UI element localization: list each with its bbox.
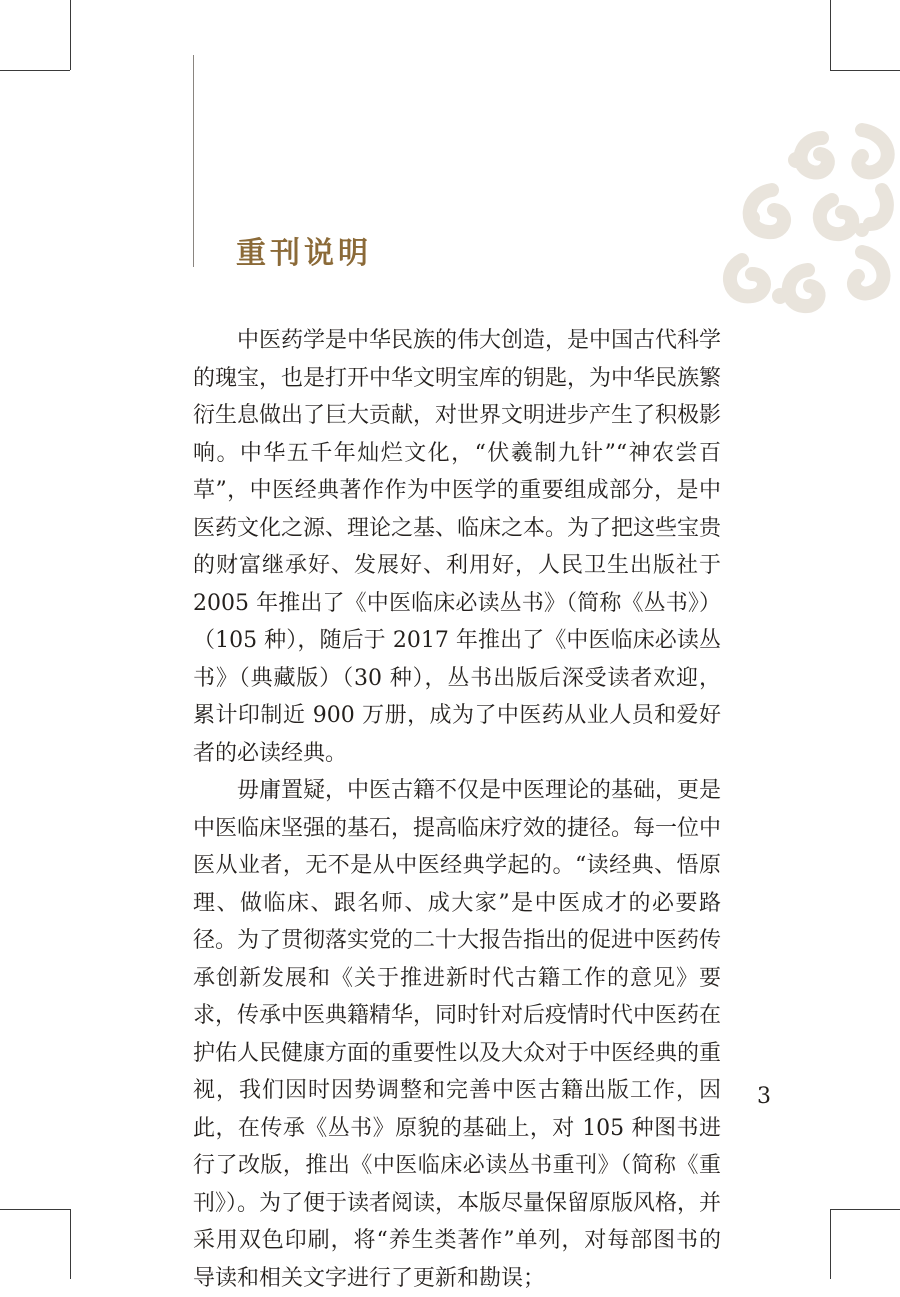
crop-mark-br-vertical [830,1209,831,1279]
page-title: 重刊说明 [236,236,372,271]
crop-mark-tr-horizontal [830,70,900,71]
paragraph-2: 毋庸置疑，中医古籍不仅是中医理论的基础，更是中医临床坚强的基石，提高临床疗效的捷径。每一位中医从业者，无不是从中医经典学起的。“读经典、悟原理、做临床、跟名师、成大家”是中医成才的必要路径。为了贯彻落实党的二十大报告指出的促进中医药传承创新发展和《关于推进新时代古籍工作的意见》要求，传承中医典籍精华，同时针对后疫情时代中医药在护佑人民健康方面的重要性以及大众对于中医经典的重视，我们因时因势调整和完善中医古籍出版工作，因此，在传承《丛书》原貌的基础上，对 105 种图书进行了改版，推出《中医临床必读丛书重刊》（简称《重刊》）。为了便于读者阅读，本版尽量保留原版风格，并采用双色印刷，将“养生类著作”单列，对每部图书的导读和相关文字进行了更新和勘误； [193,778,722,1291]
crop-mark-tr-vertical [830,0,831,70]
paragraph-1: 中医药学是中华民族的伟大创造，是中国古代科学的瑰宝，也是打开中华文明宝库的钥匙，为中华民族繁衍生息做出了巨大贡献，对世界文明进步产生了积极影响。中华五千年灿烂文化，“伏羲制九针”“神农尝百草”，中医经典著作作为中医学的重要组成部分，是中医药文化之源、理论之基、临床之本。为了把这些宝贵的财富继承好、发展好、利用好，人民卫生出版社于 2005 年推出了《中医临床必读丛书》（简称《丛书》）（105 种），随后于 2017 年推出了《中医临床必读丛书》（典藏版）（30 种），丛书出版后深受读者欢迎，累计印制近 900 万册，成为了中医药从业人员和爱好者的必读经典。 [193,328,722,766]
body-text [193,322,721,1297]
crop-mark-bl-horizontal [0,1209,70,1210]
crop-mark-bl-vertical [70,1209,71,1279]
cloud-scroll-ornament-icon [712,120,900,320]
crop-mark-tl-horizontal [0,70,70,71]
crop-mark-br-horizontal [830,1209,900,1210]
page-number: 3 [757,1084,771,1109]
crop-mark-tl-vertical [70,0,71,70]
title-vertical-rule [193,55,194,267]
